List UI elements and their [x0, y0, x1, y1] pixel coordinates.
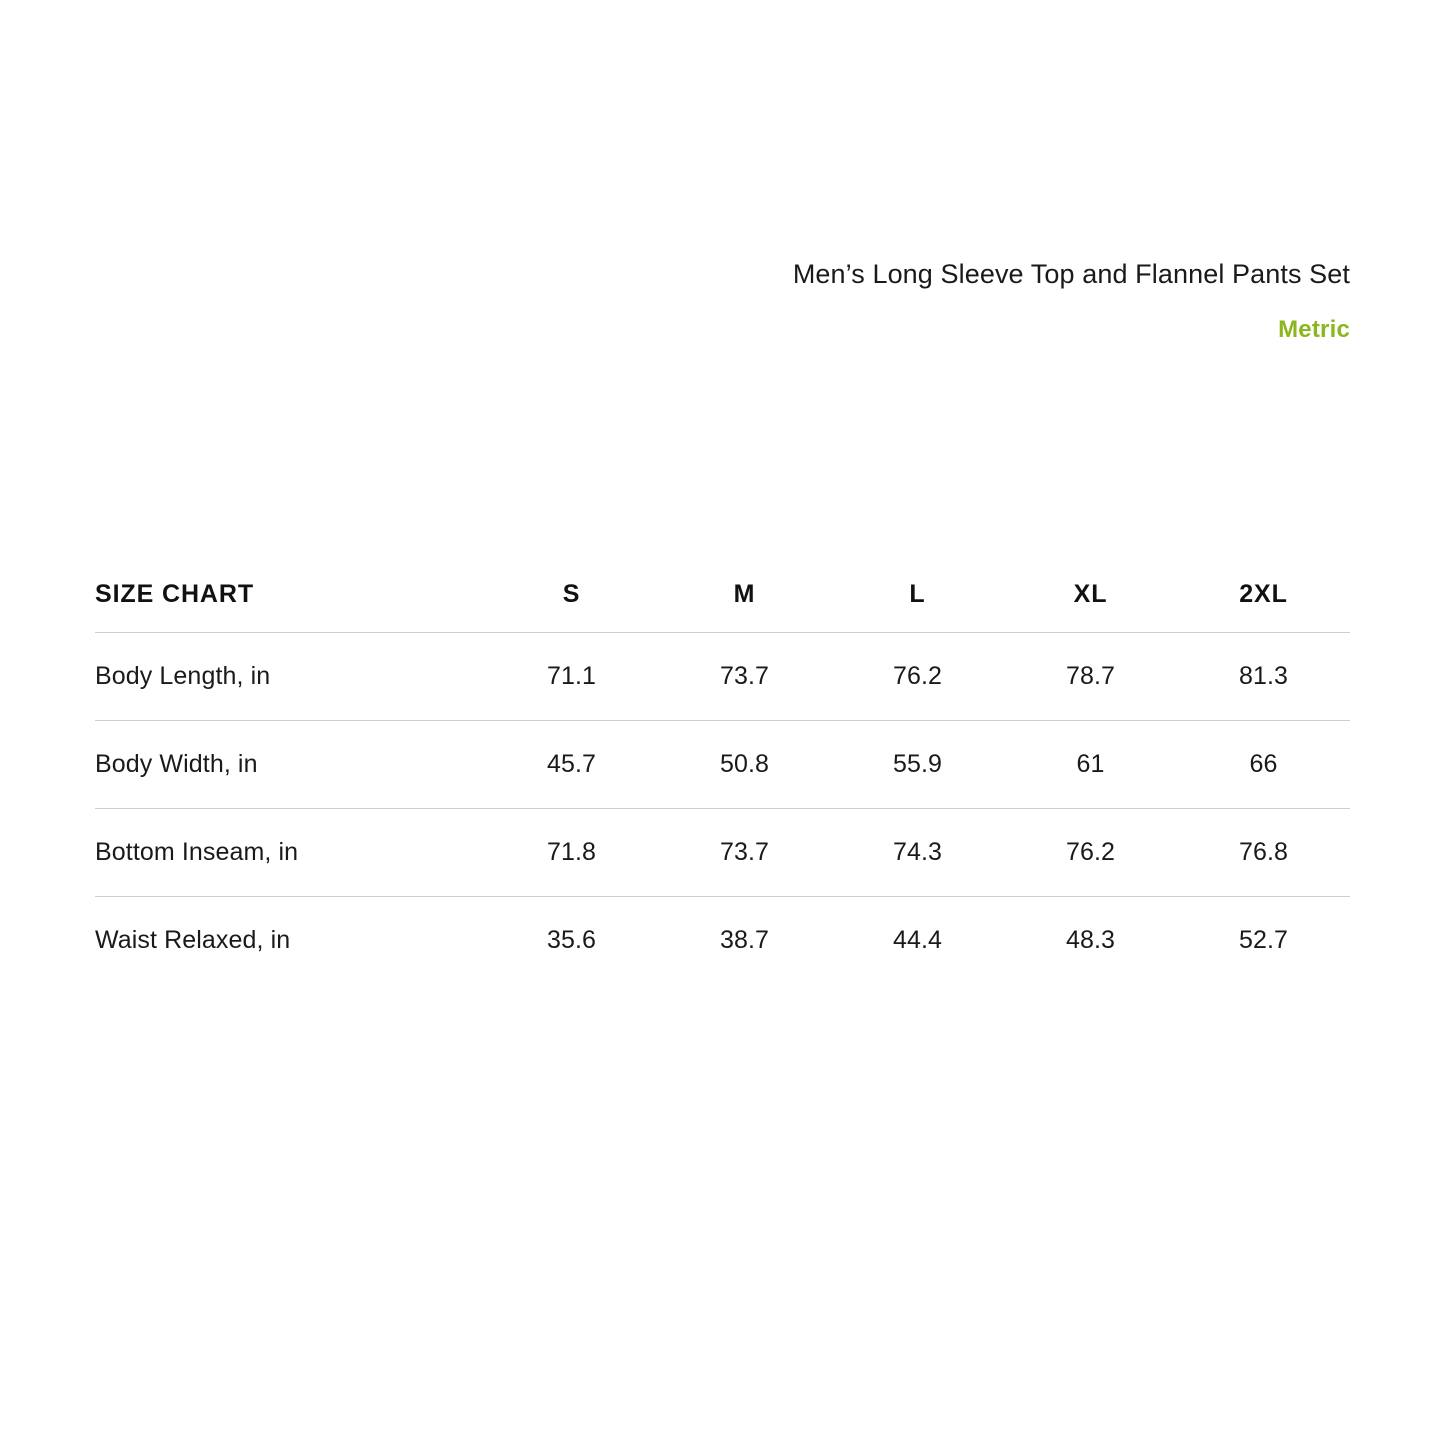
- page-title: Men’s Long Sleeve Top and Flannel Pants Set: [792, 259, 1350, 289]
- cell-body-width-m: 50.8: [658, 721, 831, 809]
- row-label-body-width: Body Width, in: [95, 721, 485, 809]
- cell-bottom-inseam-2xl: 76.8: [1177, 809, 1350, 897]
- column-header-s: S: [485, 556, 658, 633]
- cell-bottom-inseam-l: 74.3: [831, 809, 1004, 897]
- row-label-waist-relaxed: Waist Relaxed, in: [95, 926, 291, 954]
- table-header-row: [95, 556, 1350, 633]
- cell-body-width-2xl: 66: [1177, 721, 1350, 809]
- column-header-2xl: 2XL: [1177, 556, 1350, 633]
- table-corner-label: SIZE CHART: [95, 556, 485, 633]
- cell-body-length-l: 76.2: [831, 633, 1004, 721]
- size-chart-table-wrapper: [95, 556, 1350, 984]
- size-chart-table: [95, 556, 1350, 984]
- cell-bottom-inseam-m: 73.7: [658, 809, 831, 897]
- cell-waist-relaxed-l: 44.4: [892, 926, 943, 954]
- cell-body-width-s: 45.7: [485, 721, 658, 809]
- cell-body-length-2xl: 81.3: [1177, 633, 1350, 721]
- column-header-m: M: [658, 556, 831, 633]
- table-row: [95, 633, 1350, 721]
- cell-body-length-m: 73.7: [658, 633, 831, 721]
- cell-bottom-inseam-s: 71.8: [485, 809, 658, 897]
- cell-waist-relaxed-s: 35.6: [546, 926, 597, 954]
- cell-body-width-l: 55.9: [831, 721, 1004, 809]
- header: [793, 258, 1350, 345]
- row-label-body-length: Body Length, in: [95, 633, 485, 721]
- column-header-xl: XL: [1004, 556, 1177, 633]
- table-row: [95, 721, 1350, 809]
- unit-toggle-metric[interactable]: Metric: [1278, 316, 1350, 344]
- cell-waist-relaxed-2xl: 52.7: [1238, 926, 1289, 954]
- cell-body-length-xl: 78.7: [1004, 633, 1177, 721]
- table-row: [95, 809, 1350, 897]
- cell-body-length-s: 71.1: [485, 633, 658, 721]
- cell-waist-relaxed-xl: 48.3: [1065, 926, 1116, 954]
- column-header-l: L: [831, 556, 1004, 633]
- cell-body-width-xl: 61: [1004, 721, 1177, 809]
- row-label-bottom-inseam: Bottom Inseam, in: [95, 809, 485, 897]
- table-row: [95, 897, 1350, 985]
- cell-waist-relaxed-m: 38.7: [719, 926, 770, 954]
- cell-bottom-inseam-xl: 76.2: [1004, 809, 1177, 897]
